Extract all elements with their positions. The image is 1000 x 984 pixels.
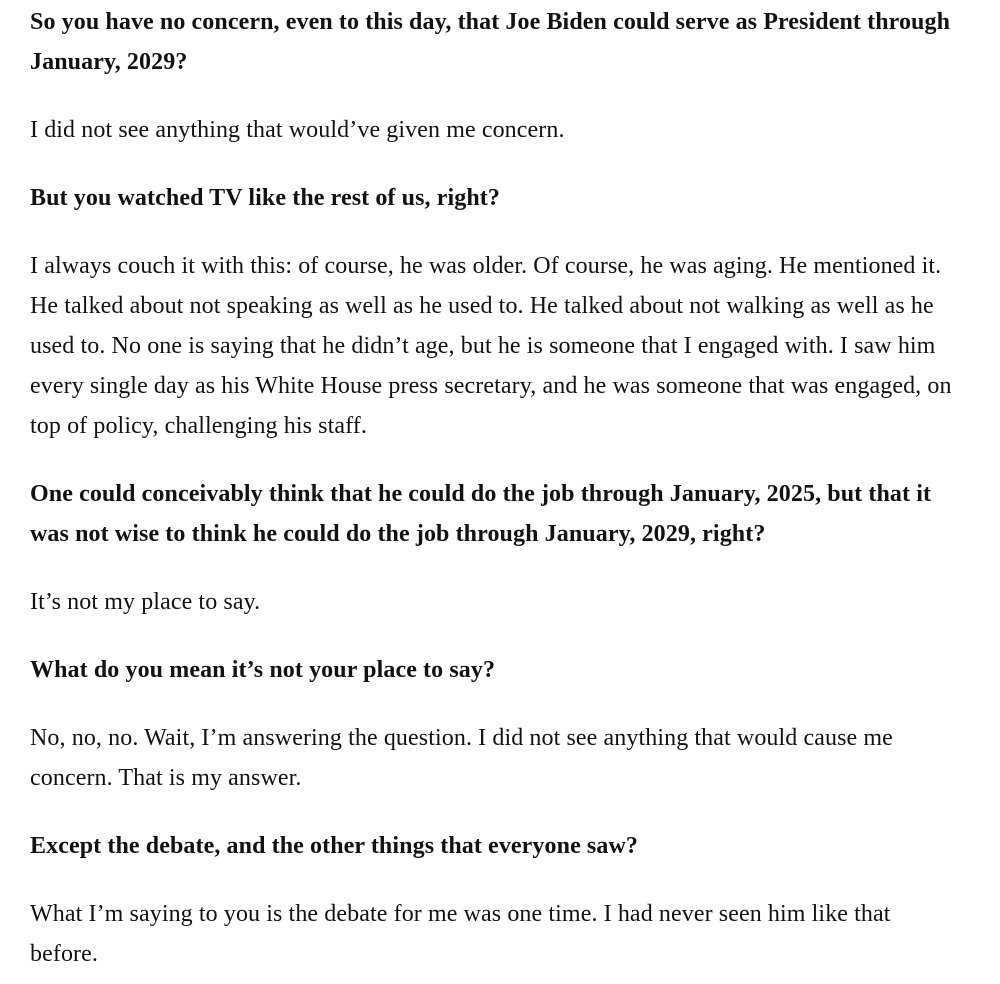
interview-answer: I always couch it with this: of course, he was older. Of course, he was aging. He mentioned it. He talked about not speaking as well as he used to. He talked about not walking as well as he used to. No one is saying that he didn’t age, but he is someone that I engaged with. I saw him every single day as his White House press secretary, and he was someone that was engaged, on top of policy, challenging his staff.	[30, 253, 952, 439]
interview-answer: It’s not my place to say.	[30, 589, 261, 615]
interview-question: One could conceivably think that he could do the job through January, 2025, but that it was not wise to think he could do the job through January, 2029, right?	[30, 481, 932, 547]
interview-answer: I did not see anything that would’ve given me concern.	[30, 117, 565, 143]
interview-question: So you have no concern, even to this day, that Joe Biden could serve as President through January, 2029?	[30, 9, 951, 75]
interview-answer: What I’m saying to you is the debate for me was one time. I had never seen him like that before.	[30, 901, 891, 967]
interview-question: Except the debate, and the other things that everyone saw?	[30, 833, 638, 859]
interview-answer: No, no, no. Wait, I’m answering the question. I did not see anything that would cause me concern. That is my answer.	[30, 725, 893, 791]
interview-question: What do you mean it’s not your place to say?	[30, 657, 496, 683]
interview-question: But you watched TV like the rest of us, right?	[30, 185, 500, 211]
